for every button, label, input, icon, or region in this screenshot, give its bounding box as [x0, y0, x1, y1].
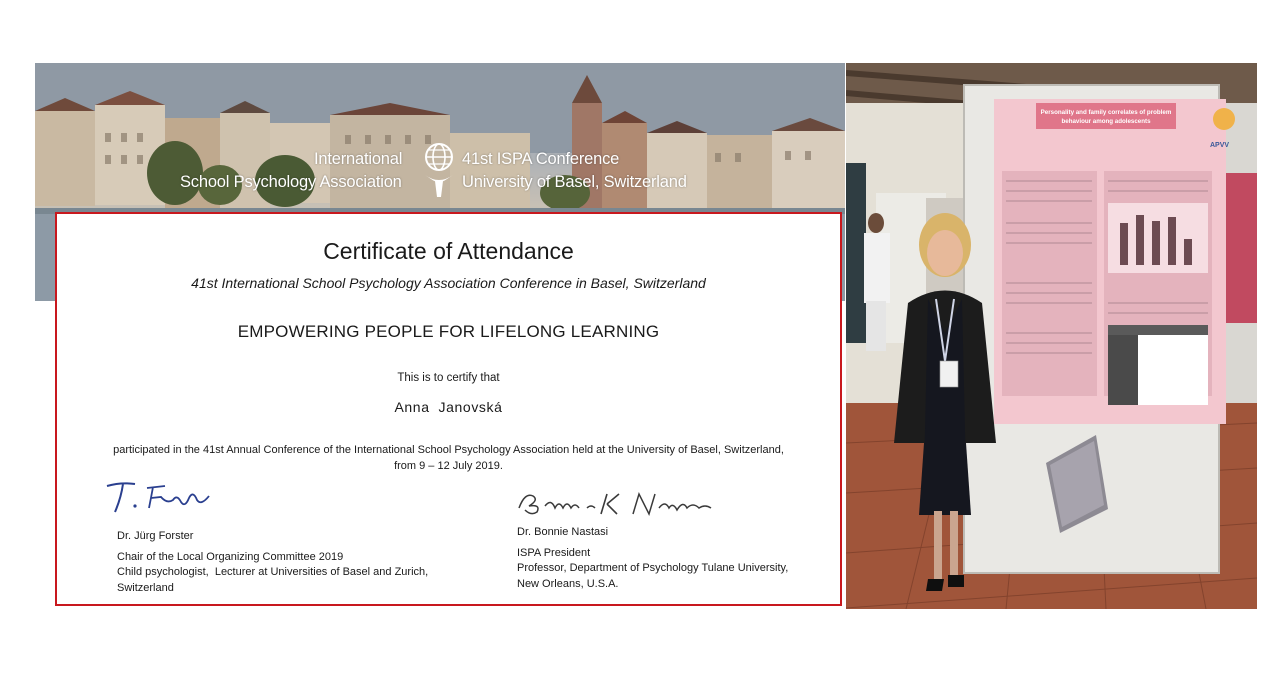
poster-session-image — [846, 63, 1257, 609]
conference-name-line1: 41st ISPA Conference — [462, 150, 620, 168]
certificate-body-line1: participated in the 41st Annual Conference of the International School Psychology Association held at the University of Basel, Switzerland, — [113, 444, 784, 456]
conference-name-line2: University of Basel, Switzerland — [462, 173, 687, 191]
certify-text: This is to certify that — [397, 372, 500, 384]
signatory-right — [517, 525, 788, 592]
poster-title-line2: behaviour among adolescents — [1061, 118, 1151, 125]
signatory-left-role3: Switzerland — [117, 581, 174, 594]
signatory-left-role1: Chair of the Local Organizing Committee 2019 — [117, 550, 344, 563]
conference-motto: EMPOWERING PEOPLE FOR LIFELONG LEARNING — [237, 322, 660, 341]
poster-apvv-logo: APVV — [1210, 142, 1230, 149]
signatory-left-name: Dr. Jürg Forster — [117, 530, 194, 542]
org-name-line1: International — [314, 150, 403, 168]
signatory-left — [117, 529, 428, 596]
signature-nastasi-icon — [515, 486, 715, 520]
certificate-subtitle: 41st International School Psychology Association Conference in Basel, Switzerland — [191, 275, 706, 291]
signatory-left-role2: Child psychologist, Lecturer at Universities of Basel and Zurich, — [117, 566, 429, 578]
signatory-right-role1: ISPA President — [517, 546, 591, 559]
certificate-of-attendance — [55, 212, 842, 606]
certificate-title: Certificate of Attendance — [323, 238, 574, 264]
poster-title-line1: Personality and family correlates of problem — [1040, 109, 1172, 116]
signatory-right-role3: New Orleans, U.S.A. — [517, 577, 619, 590]
conference-poster-photo — [846, 63, 1257, 609]
signatory-right-role2: Professor, Department of Psychology Tulane University, — [517, 562, 789, 574]
signatory-right-name: Dr. Bonnie Nastasi — [517, 526, 609, 538]
ispa-globe-logo-icon — [421, 141, 457, 201]
org-name-line2: School Psychology Association — [180, 173, 402, 191]
recipient-name: Anna Janovská — [394, 399, 503, 415]
signature-forster-icon — [101, 478, 221, 518]
certificate-body-line2: from 9 – 12 July 2019. — [394, 460, 503, 472]
